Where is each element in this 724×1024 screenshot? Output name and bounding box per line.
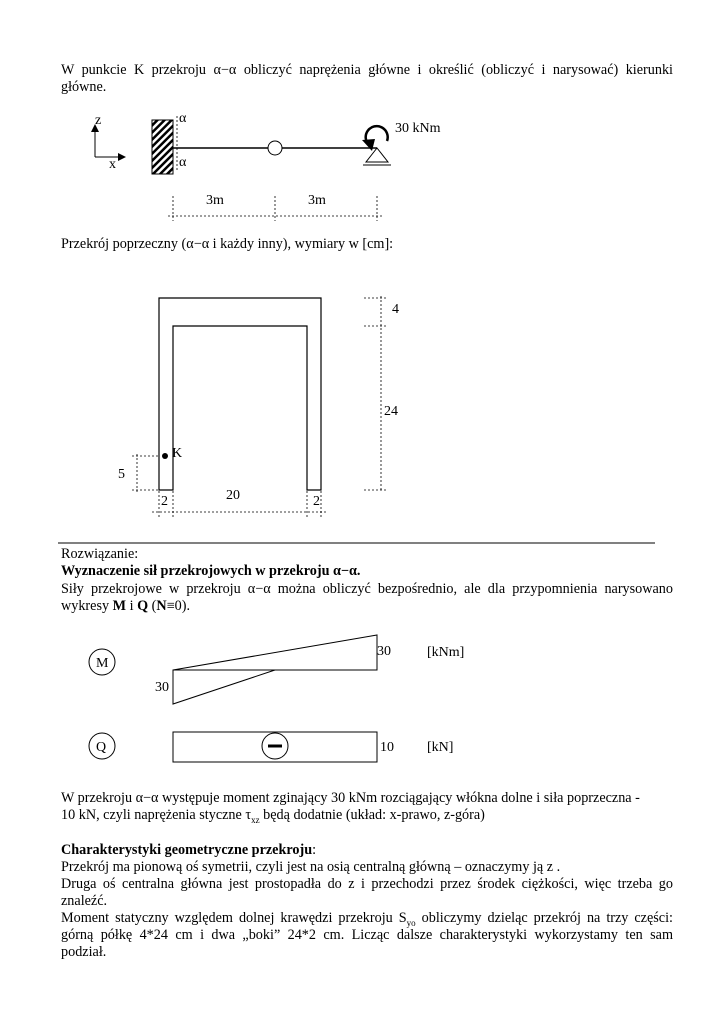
- geometry-heading: Charakterystyki geometryczne przekroju:: [61, 842, 317, 858]
- dim-k-height-label: 5: [118, 467, 125, 482]
- solution-heading: Rozwiązanie:: [61, 546, 139, 562]
- dim-flange-label: 4: [392, 302, 399, 317]
- span-1-label: 3m: [206, 193, 224, 208]
- m-diagram-upper-triangle: [173, 635, 377, 670]
- section-intro: Przekrój poprzeczny (α−α i każdy inny), wymiary w [cm]:: [61, 236, 394, 252]
- task-line-2: główne.: [61, 79, 107, 95]
- point-k-label: K: [172, 446, 183, 461]
- solution-subheading: Wyznaczenie sił przekrojowych w przekroju α−α.: [61, 563, 361, 579]
- geometry-line3: znaleźć.: [61, 893, 108, 909]
- axis-z-label: z: [95, 113, 102, 128]
- dim-height-label: 24: [384, 404, 398, 419]
- section-alpha-bottom: α: [179, 155, 187, 170]
- geometry-line2: Druga oś centralna główna jest prostopadła do z i przechodzi przez środek ciężkości, więc trzeba go: [61, 876, 673, 892]
- text2-line2: 10 kN, czyli naprężenia styczne $\tau_{xz}$ będą dodatnie (układ: x-prawo, z-góra): [61, 807, 485, 825]
- m-left-value: 30: [155, 680, 169, 695]
- solution-p1-line2: wykresy M i Q (N≡0).: [61, 598, 191, 614]
- task-line-1: W punkcie K przekroju α−α obliczyć naprężenia główne i określić (obliczyć i narysować) kierunki: [61, 62, 673, 78]
- moment-label: 30 kNm: [395, 121, 441, 136]
- m-diagram-label: M: [96, 656, 109, 671]
- span-2-label: 3m: [308, 193, 326, 208]
- text2-line1: W przekroju α−α występuje moment zginający 30 kNm rozciągający włókna dolne i siła poprzeczna -: [61, 790, 640, 806]
- geometry-line5: górną półkę 4*24 cm i dwa „boki” 24*2 cm. Licząc dalsze charakterystyki wykorzystamy ten sam: [61, 927, 673, 943]
- m-unit: [kNm]: [427, 645, 465, 660]
- axis-x-label: x: [109, 157, 116, 172]
- solution-p1-line1: Siły przekrojowe w przekroju α−α można obliczyć bezpośrednio, ale dla przypomnienia narysowano: [61, 581, 673, 597]
- geometry-line4: Moment statyczny względem dolnej krawędzi przekroju $S_{yo}$ obliczymy dzieląc przekrój na trzy części:: [61, 910, 673, 928]
- m-diagram-lower-triangle: [173, 670, 275, 704]
- geometry-line6: podział.: [61, 944, 107, 960]
- q-unit: [kN]: [427, 740, 454, 755]
- dim-width-label: 20: [226, 488, 240, 503]
- q-diagram-label: Q: [96, 740, 107, 755]
- q-value: 10: [380, 740, 394, 755]
- dim-right-wall-label: 2: [313, 494, 320, 509]
- m-right-value: 30: [377, 644, 391, 659]
- dim-left-wall-label: 2: [161, 494, 168, 509]
- section-alpha-top: α: [179, 111, 187, 126]
- geometry-line1: Przekrój ma pionową oś symetrii, czyli jest na osią centralną główną – oznaczymy ją z .: [61, 859, 561, 875]
